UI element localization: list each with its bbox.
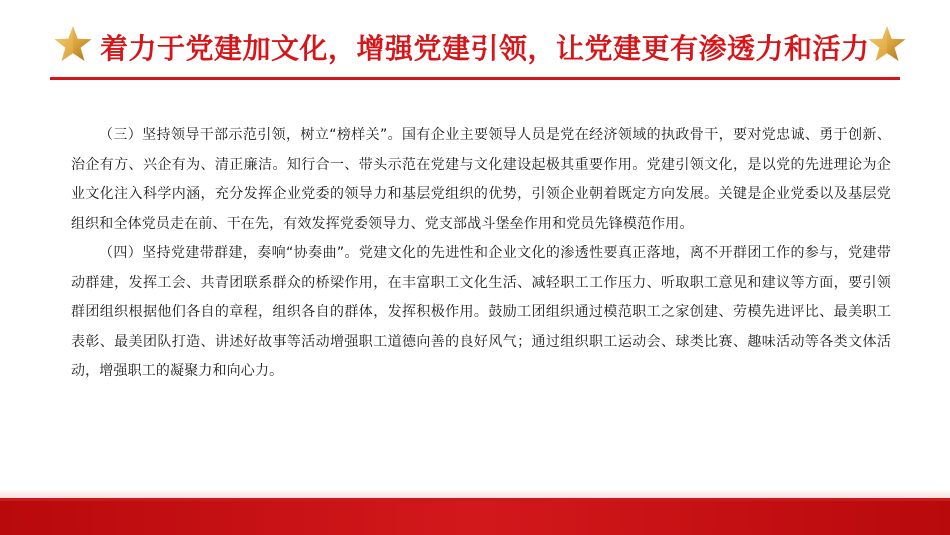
- gold-star-icon: [867, 24, 907, 64]
- gold-star-icon: [53, 24, 93, 64]
- page-title: 着力于党建加文化，增强党建引领，让党建更有渗透力和活力: [100, 32, 870, 65]
- body-text: [71, 121, 891, 387]
- paragraph-3: （三）坚持领导干部示范引领，树立“榜样关”。国有企业主要领导人员是党在经济领域的执政骨干，要对党忠诚、勇于创新、治企有方、兴企有为、清正廉洁。知行合一、带头示范在党建与文化建设起极其重要作用。党建引领文化，是以党的先进理论为企业文化注入科学内涵，充分发挥企业党委的领导力和基层党组织的优势，引领企业朝着既定方向发展。关键是企业党委以及基层党组织和全体党员走在前、干在先，有效发挥党委领导力、党支部战斗堡垒作用和党员先锋模范作用。: [71, 127, 891, 232]
- slide-header: [0, 0, 950, 90]
- footer-red-bar: [0, 501, 950, 535]
- title-underline: [50, 77, 900, 80]
- footer-band: [0, 489, 950, 535]
- paragraph-4: （四）坚持党建带群建，奏响“协奏曲”。党建文化的先进性和企业文化的渗透性要真正落地，离不开群团工作的参与，党建带动群建，发挥工会、共青团联系群众的桥梁作用，在丰富职工文化生活、减轻职工工作压力、听取职工意见和建议等方面，要引领群团组织根据他们各自的章程，组织各自的群体，发挥积极作用。鼓励工团组织通过模范职工之家创建、劳模先进评比、最美职工表彰、最美团队打造、讲述好故事等活动增强职工道德向善的良好风气；通过组织职工运动会、球类比赛、趣味活动等各类文体活动，增强职工的凝聚力和向心力。: [71, 245, 891, 379]
